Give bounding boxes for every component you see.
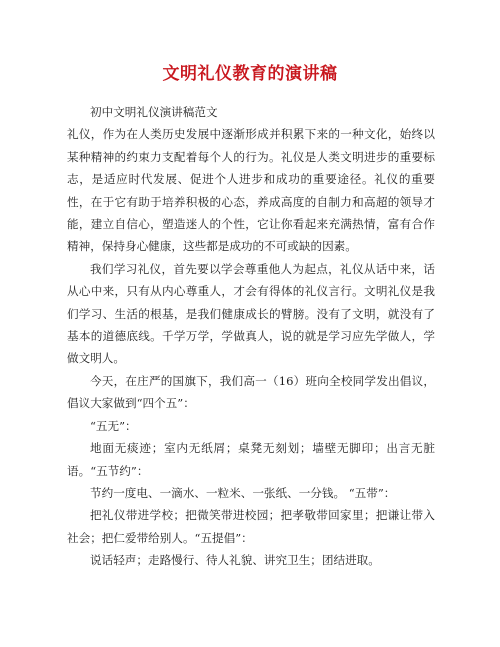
body-paragraph: 我们学习礼仪，首先要以学会尊重他人为起点，礼仪从话中来，话从心中来，只有从内心尊重人，才会有得体的礼仪言行。文明礼仪是我们学习、生活的根基，是我们健康成长的臂膀。没有了文明，就没有了基本的道德底线。千学万学，学做真人，说的就是学习应先学做人，学做文明人。 xyxy=(67,261,435,366)
document-title: 文明礼仪教育的演讲稿 xyxy=(162,64,338,84)
subtitle-paragraph: 初中文明礼仪演讲稿范文 xyxy=(90,105,218,119)
body-paragraph: 地面无痰迹；室内无纸屑；桌凳无刻划；墙壁无脚印；出言无脏语。“五节约”： xyxy=(67,441,435,478)
body-paragraph: 今天，在庄严的国旗下，我们高一（16）班向全校同学发出倡议，倡议大家做到“四个五”： xyxy=(67,373,435,411)
body-paragraph: 说话轻声；走路慢行、待人礼貌、讲究卫生；团结进取。 xyxy=(90,553,380,568)
body-paragraph: 把礼仪带进学校；把微笑带进校园；把孝敬带回家里；把谦让带入社会；把仁爱带给别人。“五提倡”： xyxy=(67,508,435,545)
body-paragraph: 礼仪，作为在人类历史发展中逐渐形成并积累下来的一种文化，始终以某种精神的约束力支配着每个人的行为。礼仪是人类文明进步的重要标志，是适应时代发展、促进个人进步和成功的重要途径。礼仪的重要性，在于它有助于培养积极的心态，养成高度的自制力和高超的领导才能，建立自信心，塑造迷人的个性，它让你看起来充满热情，富有合作精神，保持身心健康，这些都是成功的不可或缺的因素。 xyxy=(67,127,435,254)
document-body xyxy=(67,101,435,572)
body-paragraph: “五无”： xyxy=(90,418,137,433)
body-paragraph: 节约一度电、一滴水、一粒米、一张纸、一分钱。 “五带”： xyxy=(90,485,396,500)
